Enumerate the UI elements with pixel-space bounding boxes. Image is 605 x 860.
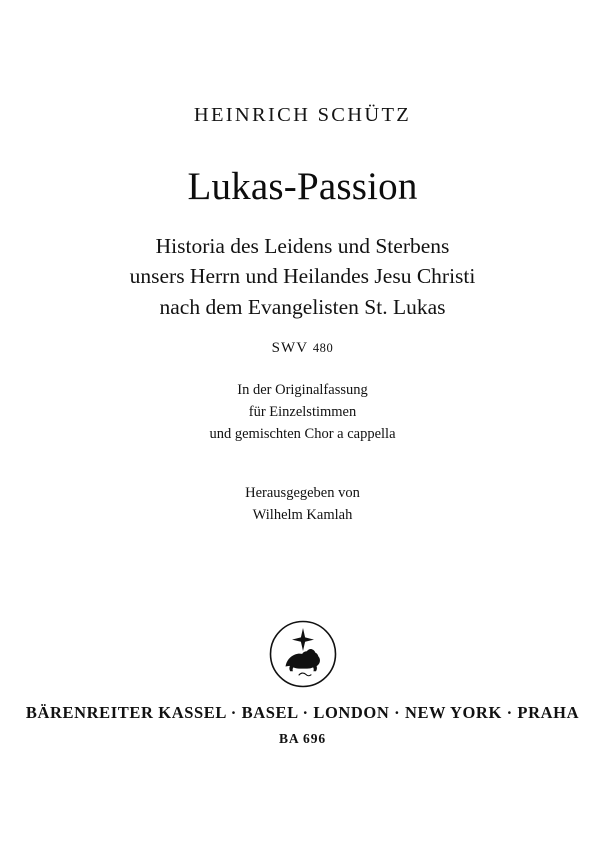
subtitle-line-1: Historia des Leidens und Sterbens — [155, 233, 450, 258]
page-title: Lukas-Passion — [187, 165, 418, 208]
catalogue-prefix: SWV — [271, 340, 308, 357]
composer-name: HEINRICH SCHÜTZ — [193, 104, 412, 126]
version-note-line-2: für Einzelstimmen — [248, 404, 357, 421]
subtitle-line-2: unsers Herrn und Heilandes Jesu Christi — [129, 264, 476, 289]
subtitle-line-3: nach dem Evangelisten St. Lukas — [159, 294, 446, 319]
catalogue-reference — [0, 340, 605, 357]
version-note — [0, 380, 605, 445]
catalogue-number: 480 — [312, 341, 334, 356]
editor-name: Wilhelm Kamlah — [252, 507, 353, 524]
editor-block — [0, 482, 605, 527]
version-note-line-1: In der Originalfassung — [237, 382, 368, 399]
editor-label: Herausgegeben von — [245, 484, 360, 501]
plate-number: BA 696 — [278, 731, 327, 746]
publisher-cities-line: BÄRENREITER KASSEL · BASEL · LONDON · NEW YORK · PRAHA — [25, 703, 580, 722]
baerenreiter-bear-logo — [269, 620, 337, 688]
version-note-line-3: und gemischten Chor a cappella — [209, 425, 396, 442]
subtitle-block — [0, 231, 605, 323]
